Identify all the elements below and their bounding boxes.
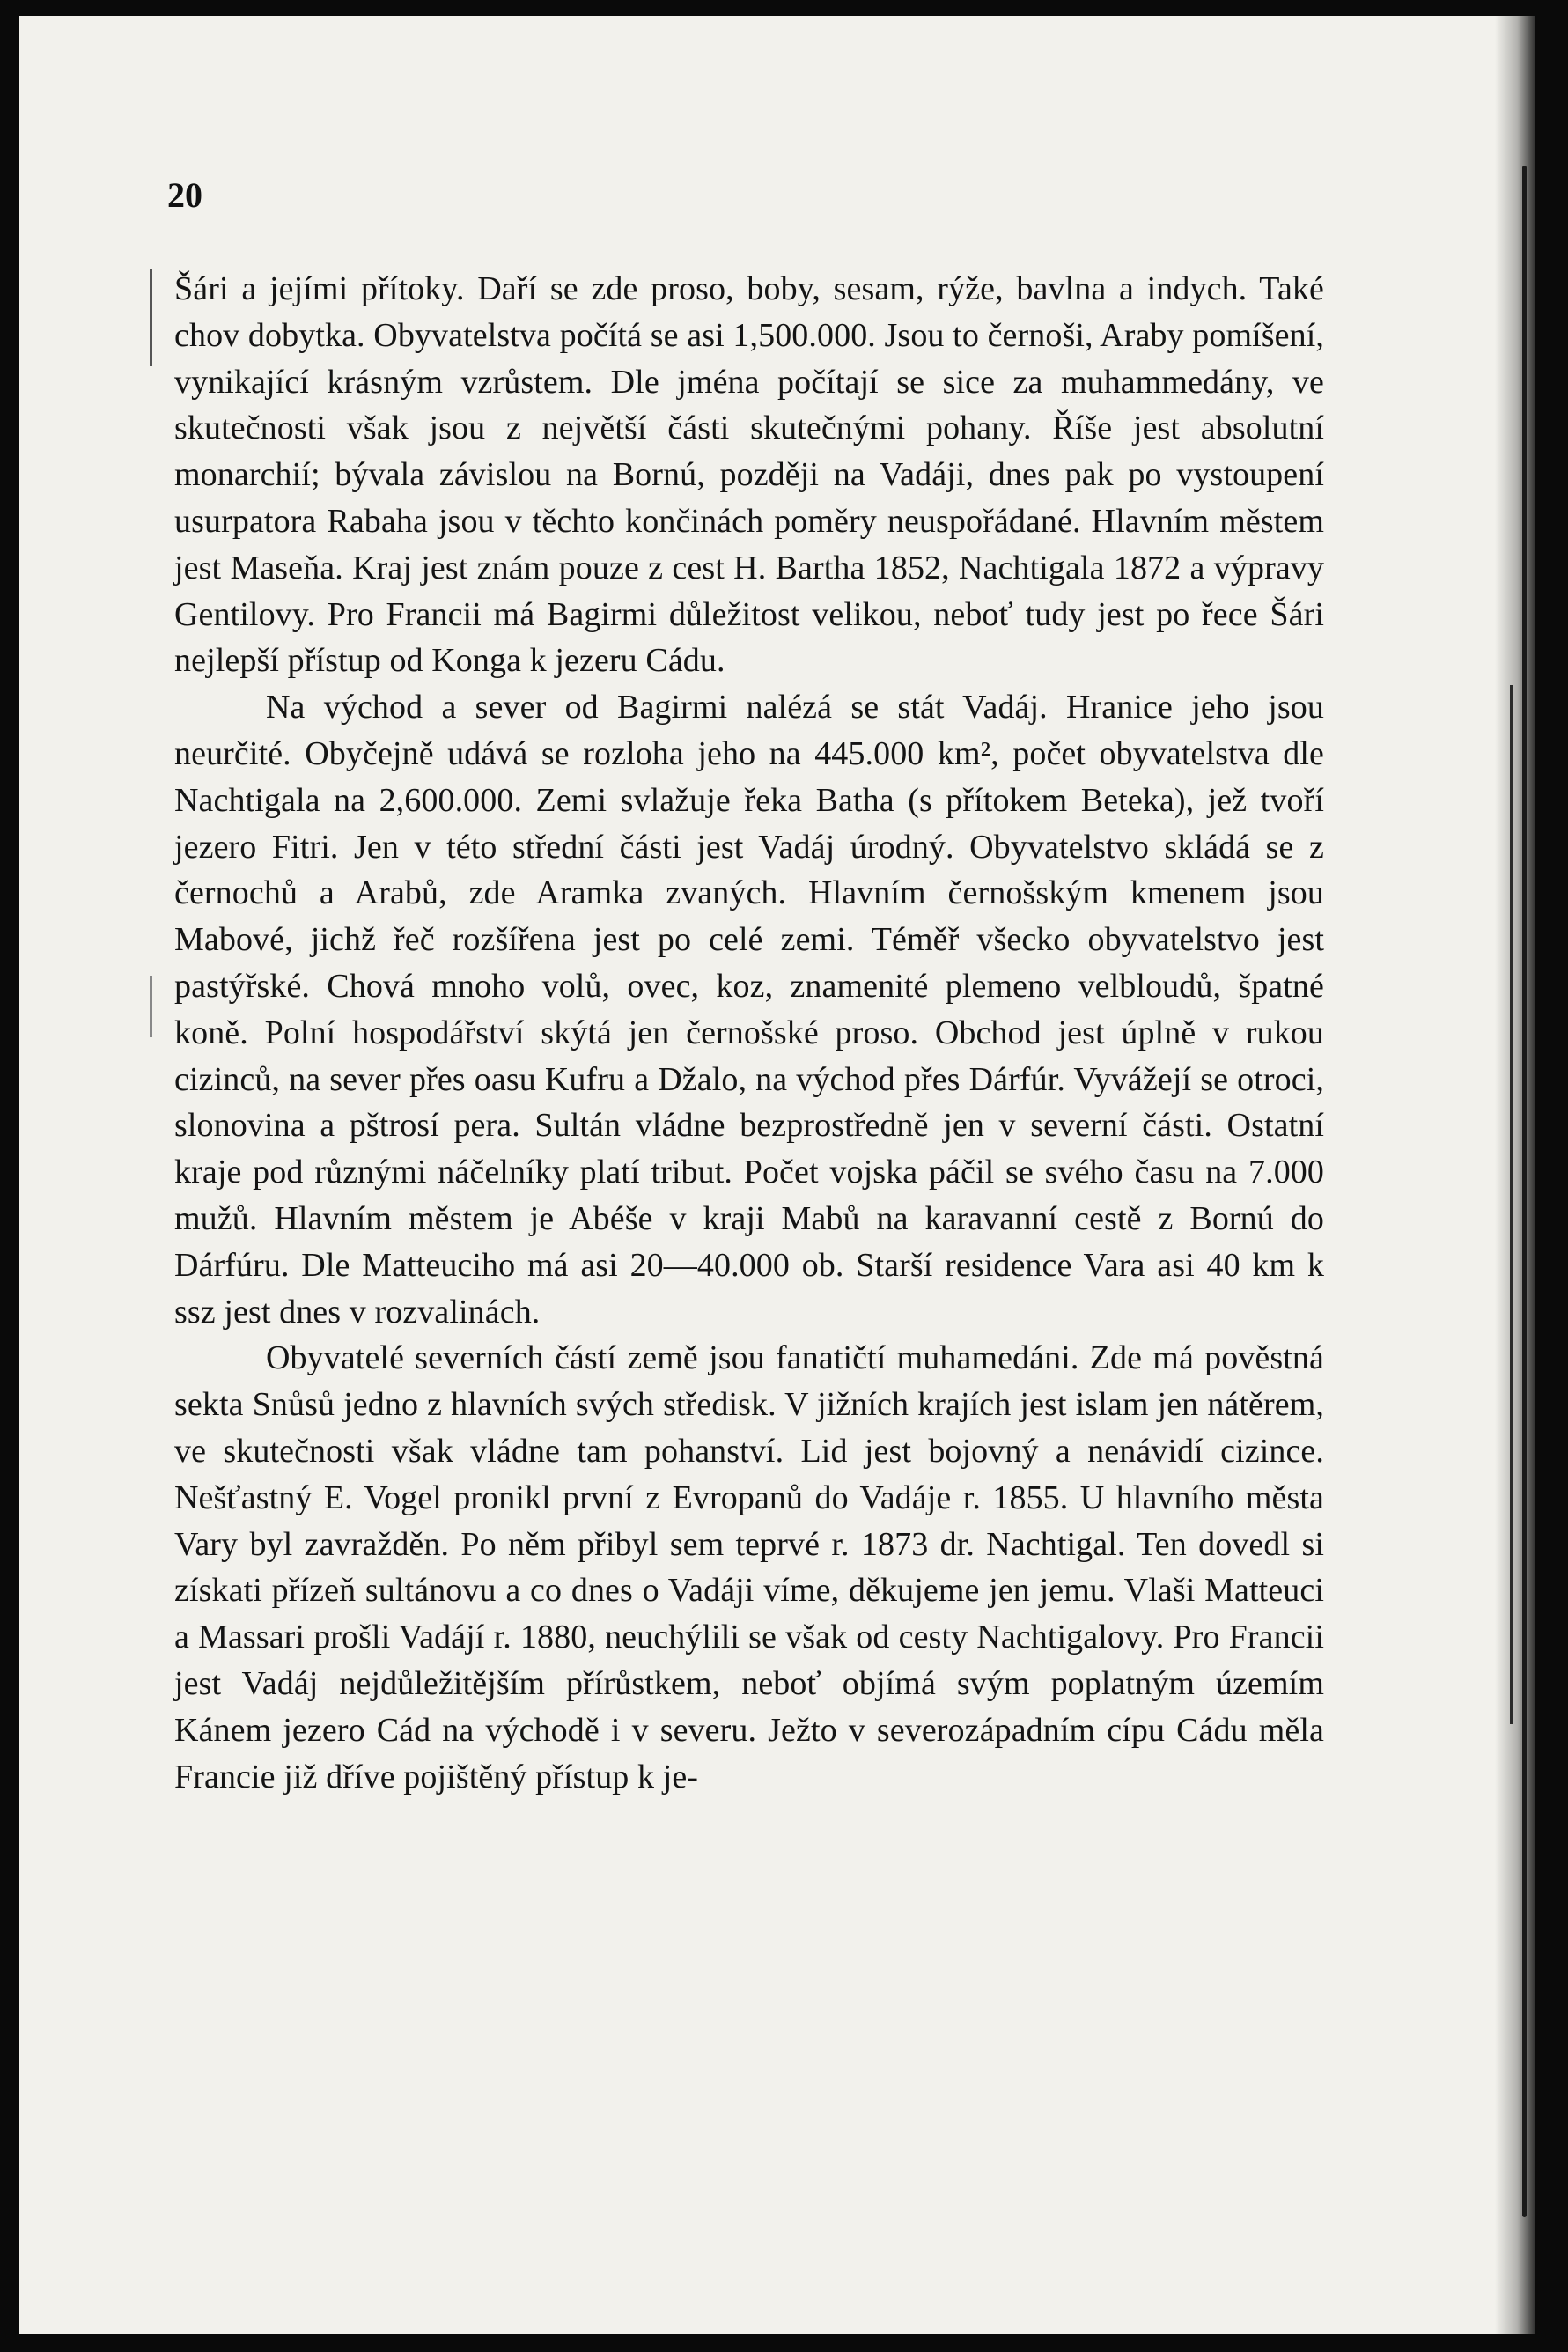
paragraph-1: Šári a jejími přítoky. Daří se zde proso, boby, sesam, rýže, bavlna a indych. Také chov dobytka. Obyvatelstva počítá se asi 1,500.000. Jsou to černoši, Araby pomíšení, vynikající krásným vzrůstem. Dle jména počítají se sice za muhammedány, ve skutečnosti však jsou z největší části skutečnými pohany. Říše jest absolutní monarchií; bývala závislou na Bornú, později na Vadáji, dnes pak po vystoupení usurpatora Rabaha jsou v těchto končinách poměry neuspořádané. Hlavním městem jest Maseňa. Kraj jest znám pouze z cest H. Bartha 1852, Nachtigala 1872 a výpravy Gentilovy. Pro Francii má Bagirmi důležitost velikou, neboť tudy jest po řece Šári nejlepší přístup od Konga k jezeru Cádu. (174, 270, 1324, 680)
page-number: 20 (167, 175, 202, 215)
margin-mark (150, 976, 152, 1037)
binding-edge-inner (1510, 685, 1513, 1724)
binding-edge (1522, 166, 1527, 2217)
paragraph-3: Obyvatelé severních částí země jsou fanatičtí muhamedáni. Zde má pověstná sekta Snůsů jedno z hlavních svých středisk. V jižních krajích jest islam jen nátěrem, ve skutečnosti však vládne tam pohanství. Lid jest bojovný a nenávidí cizince. Nešťastný E. Vogel pronikl první z Evropanů do Vadáje r. 1855. U hlavního města Vary byl zavražděn. Po něm přibyl sem teprvé r. 1873 dr. Nachtigal. Ten dovedl si získati přízeň sultánovu a co dnes o Vadáji víme, děkujeme jen jemu. Vlaši Matteuci a Massari prošli Vadájí r. 1880, neuchýlili se však od cesty Nachtigalovy. Pro Francii jest Vadáj nejdůležitějším přírůstkem, neboť objímá svým poplatným územím Kánem jezero Cád na východě i v severu. Ježto v severozápadním cípu Cádu měla Francie již dříve pojištěný přístup k je- (174, 1339, 1324, 1795)
margin-mark (150, 269, 152, 366)
body-text (174, 266, 1324, 1800)
scanned-book-page (19, 16, 1535, 2334)
paragraph-2: Na východ a sever od Bagirmi nalézá se stát Vadáj. Hranice jeho jsou neurčité. Obyčejně udává se rozloha jeho na 445.000 km², počet obyvatelstva dle Nachtigala na 2,600.000. Zemi svlažuje řeka Batha (s přítokem Beteka), jež tvoří jezero Fitri. Jen v této střední části jest Vadáj úrodný. Obyvatelstvo skládá se z černochů a Arabů, zde Aramka zvaných. Hlavním černošským kmenem jsou Mabové, jichž řeč rozšířena jest po celé zemi. Téměř všecko obyvatelstvo jest pastýřské. Chová mnoho volů, ovec, koz, znamenité plemeno velbloudů, špatné koně. Polní hospodářství skýtá jen černošské proso. Obchod jest úplně v rukou cizinců, na sever přes oasu Kufru a Džalo, na východ přes Dárfúr. Vyvážejí se otroci, slonovina a pštrosí pera. Sultán vládne bezprostředně jen v severní části. Ostatní kraje pod různými náčelníky platí tribut. Počet vojska páčil se svého času na 7.000 mužů. Hlavním městem je Abéše v kraji Mabů na karavanní cestě z Bornú do Dárfúru. Dle Matteuciho má asi 20—40.000 ob. Starší residence Vara asi 40 km k ssz jest dnes v rozvalinách. (174, 689, 1324, 1331)
binding-shadow (1495, 16, 1535, 2334)
